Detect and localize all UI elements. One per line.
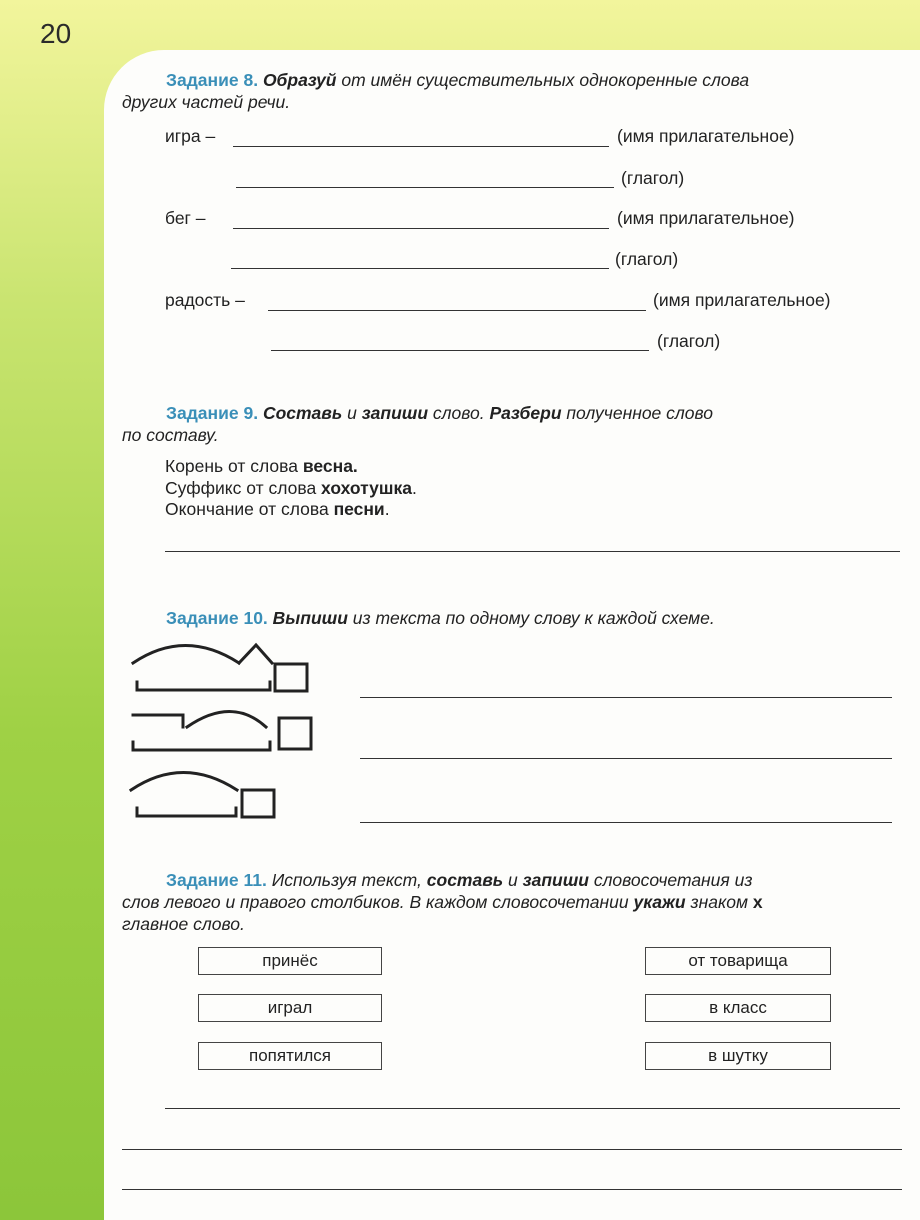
task9-root-text: Корень от слова [165, 456, 303, 476]
left-word-box: попятился [198, 1042, 382, 1070]
task11-text-2: и [503, 870, 523, 890]
task8-text-2: других частей речи. [122, 92, 291, 112]
task11-label: Задание 11. [166, 870, 267, 890]
left-word-box: играл [198, 994, 382, 1022]
hint-beg-adj: (имя прилагательное) [617, 208, 795, 228]
task11-answer-line-3[interactable] [122, 1189, 902, 1190]
task8-verb: Образуй [262, 70, 337, 90]
scheme-2-prefix-mark [133, 715, 183, 727]
task9-text-1: и [342, 403, 362, 423]
right-word-box: в класс [645, 994, 831, 1022]
task11-text-5: знаком [685, 892, 753, 912]
task9-ending-tail: . [384, 499, 390, 519]
scheme-3-stem-bracket [137, 808, 236, 816]
task10-answer-line-3[interactable] [360, 822, 892, 823]
task9-suffix-text: Суффикс от слова [165, 478, 322, 498]
task9-ending-text: Окончание от слова [165, 499, 334, 519]
scheme-3-ending-box [242, 790, 274, 817]
scheme-3-root-arc [131, 773, 237, 791]
hint-igra-verb: (глагол) [621, 168, 685, 188]
hint-beg-verb: (глагол) [615, 249, 679, 269]
page-number: 20 [40, 18, 72, 49]
task9-root-word: весна. [302, 456, 358, 476]
word-igra: игра – [165, 126, 216, 146]
left-word-box: принёс [198, 947, 382, 975]
scheme-3 [131, 773, 274, 818]
task11-text-6: главное слово. [122, 914, 245, 934]
task9-verb-3: Разбери [489, 403, 562, 423]
scheme-1 [133, 645, 307, 691]
hint-igra-adj: (имя прилагательное) [617, 126, 795, 146]
task9-ending-word: песни [333, 499, 385, 519]
scheme-2 [133, 712, 311, 751]
task9-text-4: по составу. [122, 425, 219, 445]
task8-label: Задание 8. [166, 70, 259, 90]
scheme-1-root-arc [133, 646, 239, 664]
task9-label: Задание 9. [166, 403, 259, 423]
word-beg: бег – [165, 208, 206, 228]
task11-heading [122, 869, 908, 935]
task9-verb-2: запиши [361, 403, 429, 423]
scheme-2-stem-bracket [133, 742, 270, 750]
right-word-box: от товарища [645, 947, 831, 975]
task9-suffix-tail: . [411, 478, 417, 498]
task11-verb-3: укажи [633, 892, 686, 912]
task9-text-3: полученное слово [561, 403, 713, 423]
scheme-1-suffix-mark [239, 645, 272, 663]
task8-text-1: от имён существительных однокоренные слова [336, 70, 750, 90]
hint-radost-adj: (имя прилагательное) [653, 290, 831, 310]
task9-suffix-word: хохотушка [321, 478, 412, 498]
task11-verb-1: составь [426, 870, 504, 890]
task11-mark-x: x [752, 892, 763, 912]
task10-verb: Выпиши [272, 608, 348, 628]
scheme-1-stem-bracket [137, 682, 270, 690]
task11-text-1: Используя текст, [266, 870, 427, 890]
scheme-2-ending-box [279, 718, 311, 749]
hint-radost-verb: (глагол) [657, 331, 721, 351]
task10-label: Задание 10. [166, 608, 268, 628]
right-word-box: в шутку [645, 1042, 831, 1070]
task10-answer-line-2[interactable] [360, 758, 892, 759]
task11-answer-line-1[interactable] [165, 1108, 900, 1109]
task9-verb-1: Составь [262, 403, 343, 423]
task9-text-2: слово. [428, 403, 490, 423]
scheme-2-root-arc [187, 712, 266, 728]
task11-text-3: словосочетания из [588, 870, 753, 890]
task11-text-4: слов левого и правого столбиков. В каждом словосочетании [122, 892, 634, 912]
task10-answer-line-1[interactable] [360, 697, 892, 698]
task11-answer-line-2[interactable] [122, 1149, 902, 1150]
scheme-1-ending-box [275, 664, 307, 691]
word-radost: радость – [165, 290, 245, 310]
task11-verb-2: запиши [522, 870, 589, 890]
task10-text: из текста по одному слову к каждой схеме. [347, 608, 715, 628]
